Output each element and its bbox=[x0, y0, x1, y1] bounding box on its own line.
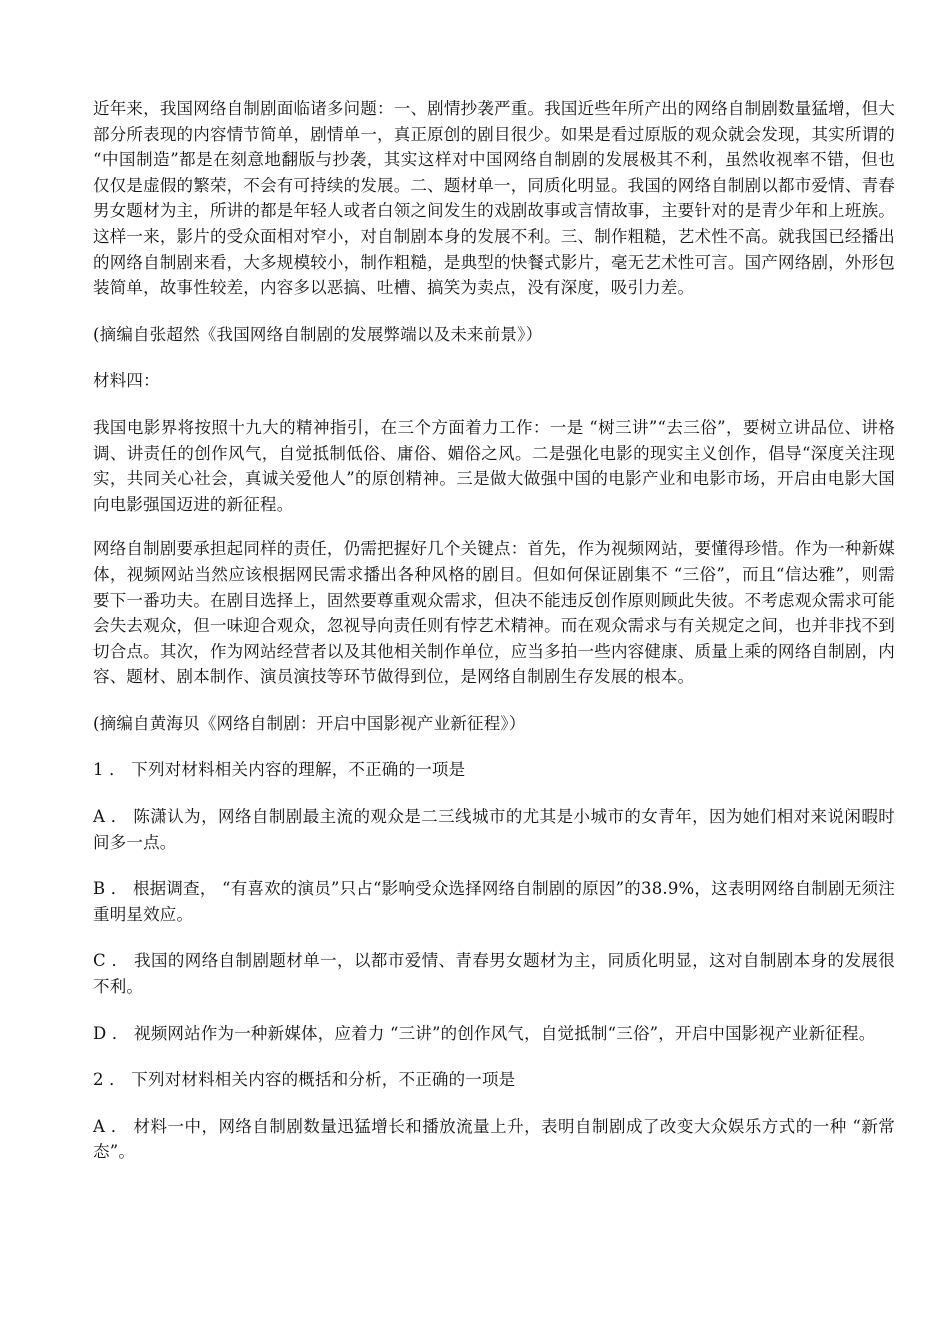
question-1-option-d: D ． 视频网站作为一种新媒体，应着力 “三讲”的创作风气，自觉抵制“三俗”，开启中国影视产业新征程。 bbox=[93, 1023, 876, 1043]
question-2-option-a: A ． 材料一中，网络自制剧数量迅猛增长和播放流量上升，表明自制剧成了改变大众娱乐方式的一种 “新常态”。 bbox=[93, 1116, 895, 1162]
question-1-option-a: A ． 陈潇认为，网络自制剧最主流的观众是二三线城市的尤其是小城市的女青年，因为她们相对来说闲暇时间多一点。 bbox=[93, 807, 895, 852]
question-1-option-b: B ． 根据调查， “有喜欢的演员”只占“影响受众选择网络自制剧的原因”的38.9%，这表明网络自制剧无须注重明星效应。 bbox=[93, 879, 895, 924]
material3-source: (摘编自张超然《我国网络自制剧的发展弊端以及未来前景》） bbox=[93, 324, 543, 344]
document-page bbox=[93, 96, 895, 1165]
material4-label: 材料四： bbox=[93, 371, 160, 391]
material4-paragraph-1: 我国电影界将按照十九大的精神指引，在三个方面着力工作：一是 “树三讲”“去三俗”，要树立讲品位、讲格调、讲责任的创作风气，自觉抵制低俗、庸俗、媚俗之风。二是强化电影的现实主义创作，倡导“深度关注现实，共同关心社会，真诚关爱他人”的原创精神。三是做大做强中国的电影产业和电影市场，开启由电影大国向电影强国迈进的新征程。 bbox=[93, 417, 895, 514]
question-1-stem: 1 ． 下列对材料相关内容的理解，不正确的一项是 bbox=[93, 760, 466, 780]
material4-source: (摘编自黄海贝《网络自制剧：开启中国影视产业新征程》） bbox=[93, 713, 526, 733]
question-2-stem: 2 ． 下列对材料相关内容的概括和分析，不正确的一项是 bbox=[93, 1070, 516, 1090]
material4-paragraph-2: 网络自制剧要承担起同样的责任，仍需把握好几个关键点：首先，作为视频网站，要懂得珍惜。作为一种新媒体，视频网站当然应该根据网民需求播出各种风格的剧目。但如何保证剧集不 “三俗”，而且“信达雅”，则需要下一番功夫。在剧目选择上，固然要尊重观众需求，但决不能违反创作原则顾此失彼。不考虑观众需求可能会失去观众，但一味迎合观众，忽视导向责任则有悖艺术精神。而在观众需求与有关规定之间，也并非找不到切合点。其次，作为网站经营者以及其他相关制作单位，应当多拍一些内容健康、质量上乘的网络自制剧，内容、题材、剧本制作、演员演技等环节做得到位，是网络自制剧生存发展的根本。 bbox=[93, 539, 895, 687]
material3-paragraph: 近年来，我国网络自制剧面临诸多问题：一、剧情抄袭严重。我国近些年所产出的网络自制剧数量猛增，但大部分所表现的内容情节简单，剧情单一，真正原创的剧目很少。如果是看过原版的观众就会发现，其实所谓的 “中国制造”都是在刻意地翻版与抄袭，其实这样对中国网络自制剧的发展极其不利，虽然收视率不错，但也仅仅是虚假的繁荣，不会有可持续的发展。二、题材单一，同质化明显。我国的网络自制剧以都市爱情、青春男女题材为主，所讲的都是年轻人或者白领之间发生的戏剧故事或言情故事，主要针对的是青少年和上班族。这样一来，影片的受众面相对窄小，对自制剧本身的发展不利。三、制作粗糙，艺术性不高。就我国已经播出的网络自制剧来看，大多规模较小，制作粗糙，是典型的快餐式影片，毫无艺术性可言。国产网络剧，外形包装简单，故事性较差，内容多以恶搞、吐槽、搞笑为卖点，没有深度，吸引力差。 bbox=[93, 99, 895, 298]
question-1-option-c: C ． 我国的网络自制剧题材单一，以都市爱情、青春男女题材为主，同质化明显，这对自制剧本身的发展很不利。 bbox=[93, 951, 895, 997]
